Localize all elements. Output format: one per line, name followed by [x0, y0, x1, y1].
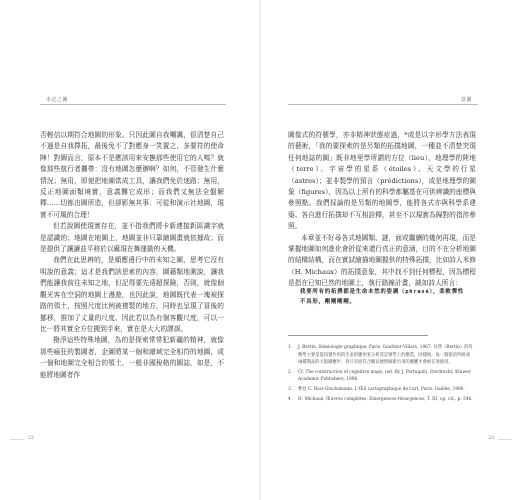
left-head-rule [40, 104, 226, 105]
right-body-text [288, 130, 476, 290]
left-paragraph: 否輕信以期符合地圖的形象。只因此圖自我嘲諷，很清楚自己不過是自我擇拓，最後免不了對應身一笑置之，多要符的使命陣！對圖而言，原本不是應該用來安撫那些使用它的人嗎？就像那些航行者攜帶：沒有地圖怎麼辦啊？如何，不管發生什麼情況；無用，即便把地圖當成工具，讓我們免於迷路；無用，反正地圖面類境實，意義難它成形；而我們又無法全盤解釋……切都由圖所造，但卻影無其事：可從和演示社地圖，現實不可風的合理！ [40, 131, 224, 219]
footnote-rule [288, 335, 428, 336]
footnote-number: 4. [288, 396, 293, 402]
footnote [288, 386, 474, 394]
right-head-rule [288, 104, 478, 105]
footnote [288, 369, 474, 384]
left-bottom-rule [10, 439, 24, 440]
footnotes [288, 344, 474, 405]
right-paragraph: 本章並不好尋各式地圖類、謎，面或繼續的幾何再現，而是掌握地圖如何進化會折從來還行真正的意涵，目的不在分析地圖的結構結構，而在實試繪描地圖握供的特殊拓撲，比如詩人米修（H. Michaux）的拓撲意象，其中找不到任何標程，因為標程是指在已知已然的地圖上，執行路線計畫，誠如詩人所言： [288, 233, 476, 288]
footnote-number: 3. [288, 386, 293, 392]
footnote-text: J. Bertin, Sémiologie graphique, Paris, Gauthier-Villars, 1967. 貝賀（Bertin）的符號學主要是從知覺作用的生求的應用來分析其記號學上的應當，同樣地，每一個領語所組成兩種期品的大版圖應甲、但只有原符合關以便照解新出來的圖應才會被在效使用。 [298, 345, 473, 366]
left-paragraph: 但若說圖使現實存在，並不指我們將卡新連接新區識字就是認識的；地圖在地圖上，地圖並非只靠繪圖畫就依據故；而是提供了讓讀並平移於以廠現在舞運動的天機。 [40, 222, 224, 254]
footnote-text: H. Michaux, Œuvres complètes, Emergences-résurgences, T. III, op. cit., p. 546. [298, 396, 473, 402]
right-bottom-rule [498, 439, 512, 440]
footnote-text: Cf. The construction of cognitive maps, (ed. By J. Portugali), Dordrecht, Kluwer Academic Publishers, 1996. [298, 369, 471, 383]
footnote-number: 1. [288, 345, 293, 350]
footnote [288, 344, 474, 367]
left-body-text [40, 130, 224, 381]
left-paragraph: 撥淨這些特殊地圖，為的是探索常常犯新疆的精神，就像那些瘋狂的製圖者，企圖將某一個和繪域完全相符的地圖，或一個和地圖完全相合的領土，一般非國稅格的圖誌，如是，不能將地圖者作 [40, 336, 224, 379]
right-page-number: 23 [488, 436, 494, 441]
right-paragraph: 圖像式的符號學，亦非精神狀態症過，*或是以字形學方法表現的藝術，「我的要探索的是另類的拓撲地圖，一種並不清楚突現任何地誌的圖」既非地里學所謂的方位（lieu），地理學的陸地（terre）、宇宙學的星系（étoiles）、天文學的行星（astres）；並非製學的預言（prédictions），或是地理學的圖象（figures），因為以上所有的科學都屬基在可供辨識的座標與參照點。我們採論的是另類的地圖學，能將各式亦與科學系建築、各自進行拓撲却不互相詮釋，甚至不以規實為歸對的指涉參照。 [288, 131, 476, 231]
block-quote: 我要所有的拓撲都是生命本然的姿調（phrasé），柔軟彈性不具形，剛剛剛剛。 [300, 289, 464, 305]
right-running-head: 意圖 [460, 97, 472, 103]
left-running-head: 未定之圖 [46, 97, 69, 103]
footnote [288, 396, 474, 404]
left-page-number: 22 [28, 436, 34, 441]
right-page [260, 0, 520, 500]
footnote-number: 2. [288, 369, 293, 375]
footnote-text: 參見 C. Buci-Glucksmann, L'Œil cartographique de l'art, Paris, Galilée, 1996. [298, 386, 465, 392]
left-paragraph: 我們在此思辨的，是順應邊行中的未知之圖，思考它沒有明說的意義；這才是我們該思索的內容，圖藉類地測說，讓我們能讓我前往未知之地，但記得要先遠超探險，否則，就像個觀光客在空洞的地圖上漫遊，也因此說，地圖既代表一塊被探路的領土，按照尺度比例被複製的地方，同時也呈現了冒後的挪移，推加了丈量的尺度、因此若以為有個客觀尺度，可以一比一將其實全方位搬到手來，實在是大大的謬誤。 [40, 256, 224, 333]
